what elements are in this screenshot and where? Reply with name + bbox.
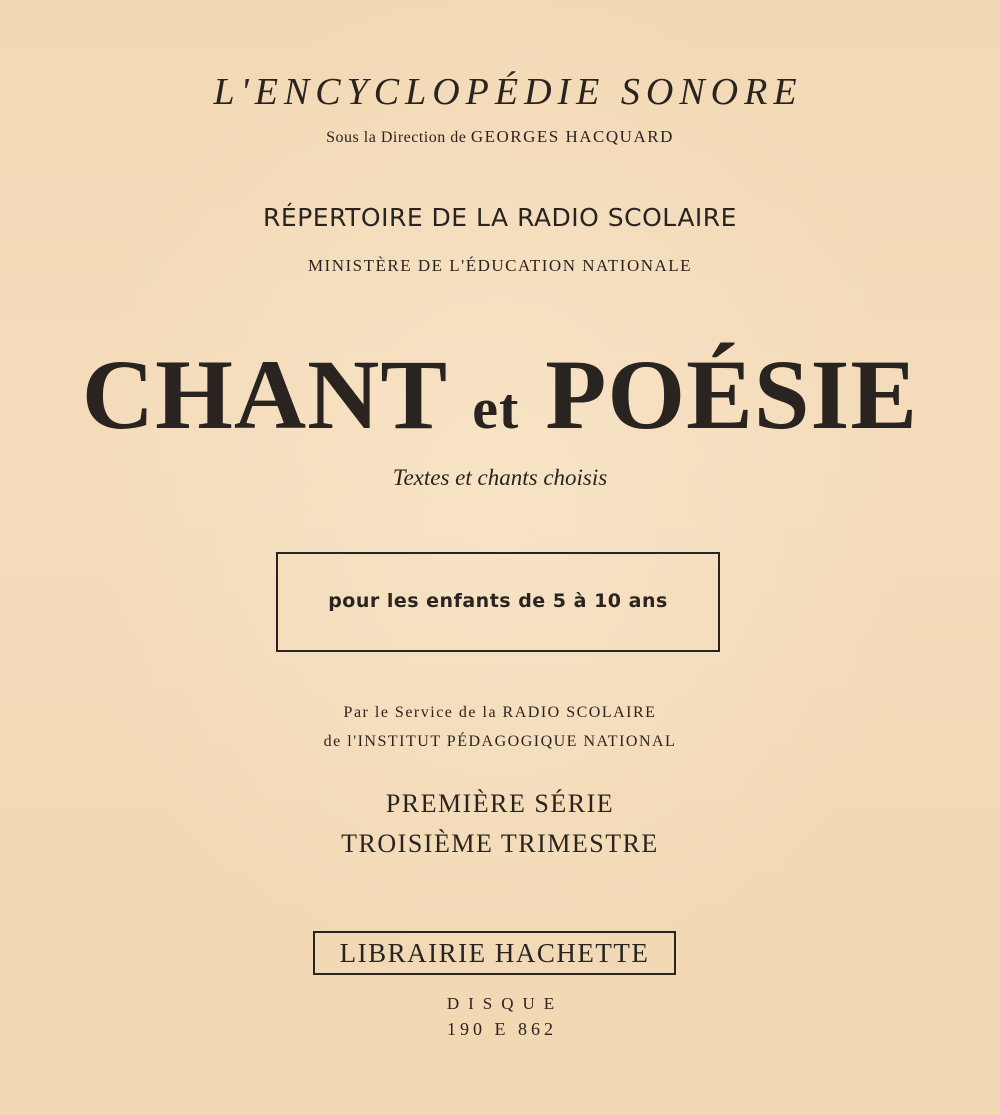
publisher-name: LIBRAIRIE HACHETTE xyxy=(339,938,650,968)
service-line-2: de l'INSTITUT PÉDAGOGIQUE NATIONAL xyxy=(323,733,677,750)
trimester: TROISIÈME TRIMESTRE xyxy=(341,829,659,858)
main-title-part1: CHANT xyxy=(81,339,447,450)
series-title: L'ENCYCLOPÉDIE SONORE xyxy=(213,71,803,113)
main-title-part2: POÉSIE xyxy=(545,339,919,450)
age-range-text: pour les enfants de 5 à 10 ans xyxy=(328,590,668,612)
direction-line xyxy=(0,127,1000,147)
service-line-1: Par le Service de la RADIO SCOLAIRE xyxy=(343,704,657,721)
director-name: GEORGES HACQUARD xyxy=(470,127,674,146)
repertoire-heading: RÉPERTOIRE DE LA RADIO SCOLAIRE xyxy=(263,203,737,232)
ministry-line: MINISTÈRE DE L'ÉDUCATION NATIONALE xyxy=(307,256,693,275)
catalog-number: 190 E 862 xyxy=(447,1019,557,1039)
subtitle: Textes et chants choisis xyxy=(392,465,608,490)
publisher-box xyxy=(313,931,676,975)
direction-prefix: Sous la Direction de xyxy=(326,129,467,146)
main-title-connector: et xyxy=(472,376,520,441)
main-title xyxy=(0,335,1000,469)
format-label: DISQUE xyxy=(446,994,564,1013)
age-range-box xyxy=(276,552,720,652)
series-number: PREMIÈRE SÉRIE xyxy=(385,789,615,818)
